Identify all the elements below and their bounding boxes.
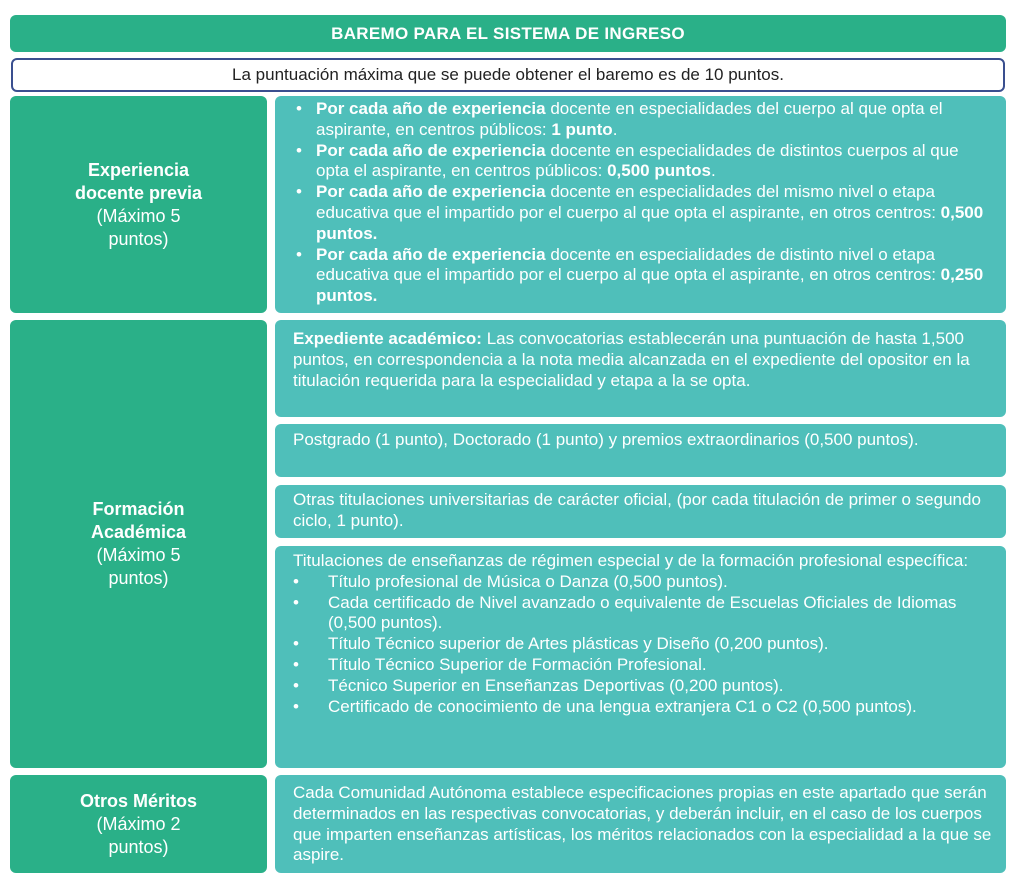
experiencia-label-line4: puntos) xyxy=(108,228,169,249)
otros-label-line3: puntos) xyxy=(108,836,169,857)
formacion-label-line1: Formación xyxy=(92,499,185,519)
otros-text: Cada Comunidad Autónoma establece especificaciones propias en este apartado que serán determinados en las respectivas convocatorias, y deberán incluir, en el caso de los cuerpos que imparten enseñanzas artísticas, los méritos relacionados con la especialidad a la que se aspire. xyxy=(293,783,992,865)
list-item: • Certificado de conocimiento de una lengua extranjera C1 o C2 (0,500 puntos). xyxy=(293,697,994,718)
list-item: • Título Técnico superior de Artes plásticas y Diseño (0,200 puntos). xyxy=(293,634,994,655)
list-item: • Título Técnico Superior de Formación Profesional. xyxy=(293,655,994,676)
experiencia-content xyxy=(275,96,1006,313)
experiencia-label-line1: Experiencia xyxy=(87,159,190,180)
postgrado-text: Postgrado (1 punto), Doctorado (1 punto) y premios extraordinarios (0,500 puntos). xyxy=(293,430,919,449)
expediente-title: Expediente académico: xyxy=(293,329,482,348)
postgrado-box xyxy=(275,424,1006,477)
experiencia-list xyxy=(293,99,994,307)
otras-titulaciones-text: Otras titulaciones universitarias de carácter oficial, (por cada titulación de primer o segundo ciclo, 1 punto). xyxy=(293,490,981,530)
formacion-label-line3: (Máximo 5 xyxy=(96,545,181,565)
list-item: • Por cada año de experiencia docente en especialidades de distinto nivel o etapa educativa que el impartido por el cuerpo al que opta el aspirante, en otros centros: 0,250 puntos. xyxy=(293,245,994,307)
experiencia-label-line2: docente previa xyxy=(74,182,203,203)
list-item: • Técnico Superior en Enseñanzas Deportivas (0,200 puntos). xyxy=(293,676,994,697)
titulaciones-box xyxy=(275,546,1006,768)
otras-titulaciones-box xyxy=(275,485,1006,538)
otros-content xyxy=(275,775,1006,873)
max-score-note-text: La puntuación máxima que se puede obtener el baremo es de 10 puntos. xyxy=(232,65,784,84)
formacion-label-line2: Académica xyxy=(90,522,187,542)
expediente-text: Las convocatorias establecerán una puntuación de hasta 1,500 puntos, en correspondencia a la nota media alcanzada en el expediente del opositor en la titulación requerida para la especialidad y etapa a la se opta. xyxy=(293,329,970,390)
table-title-text: BAREMO PARA EL SISTEMA DE INGRESO xyxy=(331,23,685,43)
table-title xyxy=(10,15,1006,52)
list-item: • Por cada año de experiencia docente en especialidades del cuerpo al que opta el aspirante, en centros públicos: 1 punto. xyxy=(293,99,994,141)
expediente-box xyxy=(275,320,1006,417)
formacion-label-line4: puntos) xyxy=(108,568,169,588)
max-score-note xyxy=(11,58,1005,92)
otros-label-line1: Otros Méritos xyxy=(79,790,198,811)
experiencia-label xyxy=(10,96,267,313)
list-item: • Por cada año de experiencia docente en especialidades de distintos cuerpos al que opta el aspirante, en centros públicos: 0,500 puntos. xyxy=(293,141,994,183)
list-item: • Cada certificado de Nivel avanzado o equivalente de Escuelas Oficiales de Idiomas (0,500 puntos). xyxy=(293,593,994,635)
titulaciones-list xyxy=(293,572,994,718)
formacion-label xyxy=(10,320,267,768)
experiencia-label-line3: (Máximo 5 xyxy=(96,205,181,226)
otros-label xyxy=(10,775,267,873)
list-item: • Título profesional de Música o Danza (0,500 puntos). xyxy=(293,572,994,593)
otros-label-line2: (Máximo 2 xyxy=(96,813,181,834)
titulaciones-intro: Titulaciones de enseñanzas de régimen especial y de la formación profesional específica: xyxy=(293,551,969,570)
list-item: • Por cada año de experiencia docente en especialidades del mismo nivel o etapa educativa que el impartido por el cuerpo al que opta el aspirante, en otros centros: 0,500 puntos. xyxy=(293,182,994,244)
